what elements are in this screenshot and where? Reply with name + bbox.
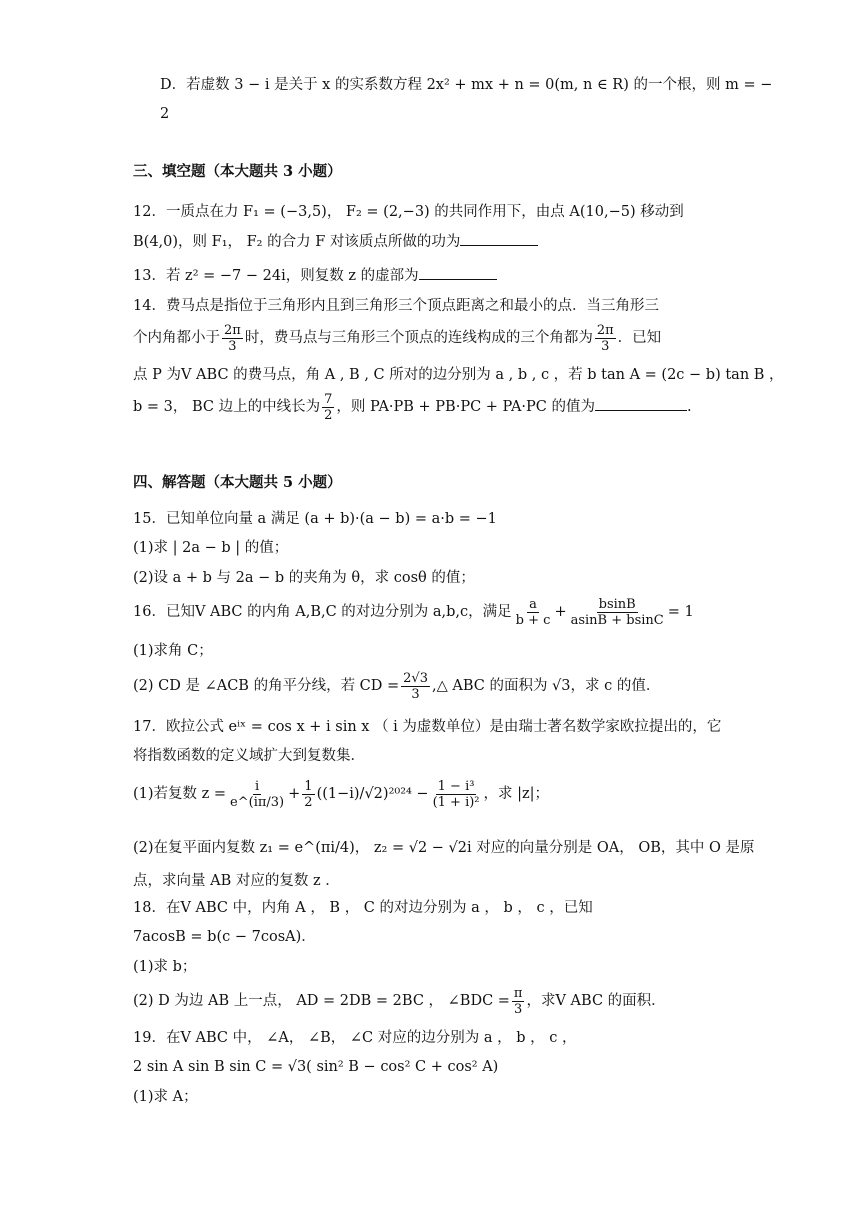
q19-line1: 19．在V ABC 中， ∠A， ∠B， ∠C 对应的边分别为 a ， b ， c ， xyxy=(133,1030,577,1046)
q17-f1-num: i xyxy=(255,778,260,794)
q17-fraction-1 xyxy=(228,779,286,810)
q14-median-den: 2 xyxy=(324,407,333,423)
q11-option-d-line1: D．若虚数 3 − i 是关于 x 的实系数方程 2x² + mx + n = 0(m, n ∈ R) 的一个根，则 m = − xyxy=(160,77,773,93)
q16-fraction-1 xyxy=(514,597,553,628)
q14-line3: 点 P 为V ABC 的费马点，角 A , B , C 所对的边分别为 a , b , c ，若 b tan A = (2c − b) tan B ， xyxy=(133,367,784,383)
q17-part1 xyxy=(133,776,549,812)
q14-line4 xyxy=(133,391,692,423)
q19-part1: (1)求 A； xyxy=(133,1089,198,1105)
q17-plus: + xyxy=(288,786,301,802)
q12-line2 xyxy=(133,231,538,253)
q14-median-fraction xyxy=(322,392,334,423)
q17-f2-den: 2 xyxy=(304,794,313,810)
q12-line1: 12．一质点在力 F₁ = (−3,5)， F₂ = (2,−3) 的共同作用下，由点 A(10,−5) 移动到 xyxy=(133,204,684,220)
q17-f2-num: 1 xyxy=(304,778,313,794)
q16-part2 xyxy=(133,670,660,702)
q15-part2: (2)设 a + b 与 2a − b 的夹角为 θ，求 cosθ 的值； xyxy=(133,570,475,586)
q14-line4-text-c: . xyxy=(687,399,692,415)
q18-part1: (1)求 b； xyxy=(133,959,197,975)
q17-mid-expression: ((1−i)/√2)²⁰²⁴ − xyxy=(316,786,429,802)
q18-line1: 18．在V ABC 中，内角 A ， B ， C 的对边分别为 a ， b ， c ，已知 xyxy=(133,900,593,916)
q14-line4-text-a: b = 3， BC 边上的中线长为 xyxy=(133,399,321,415)
q17-f3-den: (1 + i)² xyxy=(432,794,480,810)
q14-angle-num-2: 2π xyxy=(596,322,614,338)
q16-f2-num: bsinB xyxy=(598,596,636,612)
section-4-title: 四、解答题（本大题共 5 小题） xyxy=(133,474,342,491)
q16-part1: (1)求角 C； xyxy=(133,643,213,659)
q16-line1 xyxy=(133,596,694,628)
q16-cd-den: 3 xyxy=(411,686,420,702)
q19-line2: 2 sin A sin B sin C = √3( sin² B − cos² C + cos² A) xyxy=(133,1059,499,1075)
q16-f1-num: a xyxy=(529,596,537,612)
q14-line2-text-c: ．已知 xyxy=(617,330,662,346)
q17-f3-num: 1 − i³ xyxy=(437,778,475,794)
q18-part2 xyxy=(133,985,666,1017)
q18-ang-num: π xyxy=(513,985,523,1001)
q15-part1: (1)求 | 2a − b | 的值； xyxy=(133,540,289,556)
q16-cd-fraction xyxy=(401,671,430,702)
q14-line2-text-a: 个内角都小于 xyxy=(133,330,220,346)
q17-part1-text-b: ，求 |z|； xyxy=(483,786,550,802)
q18-part2-text-a: (2) D 为边 AB 上一点， AD = 2DB = 2BC ， ∠BDC = xyxy=(133,993,510,1009)
q13-line1 xyxy=(133,265,497,287)
q17-f1-den: e^(iπ/3) xyxy=(230,794,285,810)
q12-answer-blank xyxy=(460,231,538,246)
q16-part2-text-b: ,△ ABC 的面积为 √3，求 c 的值． xyxy=(431,678,661,694)
q16-f2-den: asinB + bsinC xyxy=(570,612,664,628)
q16-line1-text-b: = 1 xyxy=(667,604,694,620)
q14-answer-blank xyxy=(595,396,687,411)
q15-line1: 15．已知单位向量 a 满足 (a + b)·(a − b) = a·b = −1 xyxy=(133,511,497,527)
q14-line1: 14．费马点是指位于三角形内且到三角形三个顶点距离之和最小的点．当三角形三 xyxy=(133,298,659,314)
q14-angle-den-2: 3 xyxy=(601,338,610,354)
q13-answer-blank xyxy=(419,265,497,280)
q18-line2: 7acosB = b(c − 7cosA)． xyxy=(133,929,316,945)
q17-part1-text-a: (1)若复数 z = xyxy=(133,786,227,802)
q18-ang-den: 3 xyxy=(514,1001,523,1017)
q13-text: 13．若 z² = −7 − 24i，则复数 z 的虚部为 xyxy=(133,268,419,284)
q17-line1: 17．欧拉公式 eⁱˣ = cos x + i sin x （ i 为虚数单位）是由瑞士著名数学家欧拉提出的，它 xyxy=(133,719,722,735)
q17-fraction-3 xyxy=(431,779,482,810)
q14-angle-fraction-2 xyxy=(595,323,616,354)
q18-part2-text-b: ，求V ABC 的面积． xyxy=(526,993,666,1009)
q17-fraction-2 xyxy=(302,779,314,810)
q14-line2-text-b: 时，费马点与三角形三个顶点的连线构成的三个角都为 xyxy=(244,330,593,346)
q11-option-d-line2: 2 xyxy=(160,106,170,122)
q14-angle-fraction-1 xyxy=(222,323,243,354)
q14-angle-den-1: 3 xyxy=(228,338,237,354)
q12-line2-text: B(4,0)，则 F₁， F₂ 的合力 F 对该质点所做的功为 xyxy=(133,234,461,250)
q17-part2-line2: 点，求向量 AB 对应的复数 z ． xyxy=(133,873,340,889)
q14-line4-text-b: ，则 PA·PB + PB·PC + PA·PC 的值为 xyxy=(336,399,596,415)
q16-line1-text-a: 16．已知V ABC 的内角 A,B,C 的对边分别为 a,b,c，满足 xyxy=(133,604,512,620)
q16-fraction-2 xyxy=(569,597,666,628)
section-3-title: 三、填空题（本大题共 3 小题） xyxy=(133,163,342,180)
q14-median-num: 7 xyxy=(324,391,333,407)
q14-angle-num-1: 2π xyxy=(224,322,241,338)
q16-f1-den: b + c xyxy=(515,612,551,628)
q17-part2-line1: (2)在复平面内复数 z₁ = e^(πi/4)， z₂ = √2 − √2i 对应的向量分别是 OA， OB，其中 O 是原 xyxy=(133,840,755,856)
q16-cd-num: 2√3 xyxy=(403,670,428,686)
q17-line2: 将指数函数的定义域扩大到复数集． xyxy=(133,748,365,764)
q16-plus: + xyxy=(554,604,567,620)
q16-part2-text-a: (2) CD 是 ∠ACB 的角平分线，若 CD = xyxy=(133,678,400,694)
q18-angle-fraction xyxy=(512,986,525,1017)
q14-line2 xyxy=(133,322,661,354)
